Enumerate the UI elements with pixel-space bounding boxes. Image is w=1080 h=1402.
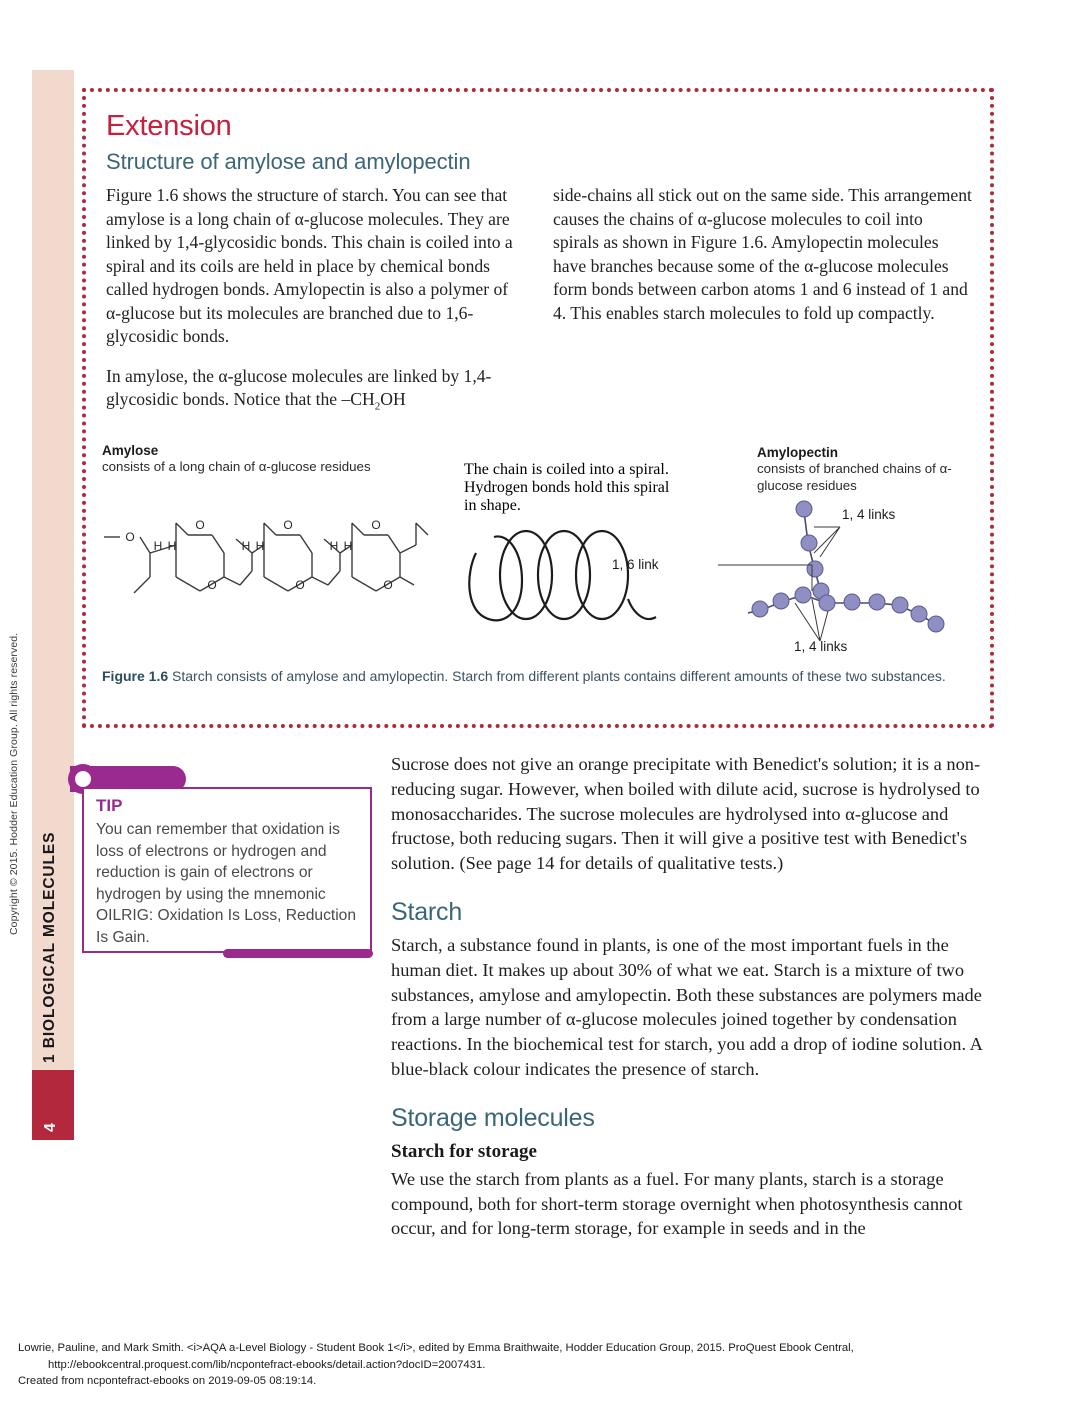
link-label-1-6: 1, 6 link (612, 557, 659, 572)
tip-heading: TIP (96, 796, 123, 815)
extension-subtitle: Structure of amylose and amylopectin (106, 149, 471, 174)
link-label-1-4-bottom: 1, 4 links (794, 639, 848, 654)
extension-paragraph (106, 365, 525, 420)
page-number-block (32, 1070, 74, 1140)
amylose-title: Amylose (102, 443, 159, 458)
citation-line-1: Lowrie, Pauline, and Mark Smith. <i>AQA a-Level Biology - Student Book 1</i>, edited by Emma Braithwaite, Hodder Education Group, 2015. ProQuest Ebook Central, (18, 1342, 854, 1354)
starch-for-storage-subheading: Starch for storage (391, 1140, 537, 1162)
link-label-1-4-top: 1, 4 links (842, 507, 896, 522)
citation-line-2: http://ebookcentral.proquest.com/lib/ncpontefract-ebooks/detail.action?docID=2007431. (48, 1358, 486, 1371)
atom-label-o: O (125, 530, 135, 544)
amylose-description: consists of a long chain of α-glucose residues (102, 459, 371, 474)
atom-label-h: H (329, 539, 339, 553)
amylopectin-branch-diagram (612, 491, 982, 654)
atom-label-o: O (371, 518, 381, 532)
starch-paragraph: Starch, a substance found in plants, is one of the most important fuels in the human diet. It makes up about 30% of what we eat. Starch is a mixture of two substances, amylose and amylopectin. Both these substances are polymers made from a large number of α-glucose molecules joined together by condensation reactions. In the biochemical test for starch, you add a drop of iodine solution. A blue-black colour indicates the presence of starch. (391, 934, 982, 1079)
atom-label-h: H (241, 539, 251, 553)
main-text-column (391, 752, 996, 1241)
atom-label-o: O (207, 578, 217, 592)
extension-right-column (553, 184, 972, 419)
tip-circle-hole-icon (75, 771, 91, 787)
extension-title: Extension (106, 110, 232, 142)
atom-label-o: O (195, 518, 205, 532)
atom-label-o: O (383, 578, 393, 592)
starch-heading: Starch (391, 897, 463, 926)
footer-citation (18, 1340, 1038, 1390)
extension-paragraph: Figure 1.6 shows the structure of starch. You can see that amylose is a long chain of α-glucose molecules. They are linked by 1,4-glycosidic bonds. This chain is coiled into a spiral and its coils are held in place by chemical bonds called hydrogen bonds. Amylopectin is also a polymer of α-glucose but its molecules are branched due to 1,6-glycosidic bonds. (106, 185, 513, 346)
storage-paragraph: We use the starch from plants as a fuel. For many plants, starch is a storage compound, both for short-term storage overnight when photosynthesis cannot occur, and for long-term storage, for example in seeds and in the (391, 1168, 963, 1239)
amylose-label-group (102, 443, 432, 476)
atom-label-h: H (255, 539, 265, 553)
tip-box (82, 787, 372, 953)
extension-columns (106, 184, 972, 419)
amylopectin-description: consists of branched chains of α-glucose residues (757, 461, 952, 493)
extension-paragraph: side-chains all stick out on the same side. This arrangement causes the chains of α-glucose molecules to coil into spirals as shown in Figure 1.6. Amylopectin molecules have branches because some of the α-glucose molecules form bonds between carbon atoms 1 and 6 instead of 1 and 4. This enables starch molecules to fold up compactly. (553, 185, 972, 323)
extension-left-column (106, 184, 525, 419)
tip-bottom-bar-decoration (223, 949, 373, 958)
spiral-description: The chain is coiled into a spiral. Hydrogen bonds hold this spiral in shape. (464, 461, 670, 514)
amylose-chain-diagram (100, 505, 430, 610)
extension-content (106, 110, 972, 419)
chapter-label: 1 BIOLOGICAL MOLECULES (41, 831, 58, 1063)
amylopectin-title: Amylopectin (757, 445, 839, 460)
atom-label-h: H (153, 539, 163, 553)
subscript-2: 2 (374, 400, 381, 413)
figure-caption-number: Figure 1.6 (102, 668, 169, 684)
atom-label-h: H (343, 539, 353, 553)
atom-label-o: O (283, 518, 293, 532)
amylopectin-label-group (757, 445, 972, 494)
extension-paragraph-tail: OH (380, 389, 406, 409)
citation-line-3: Created from ncpontefract-ebooks on 2019-09-05 08:19:14. (18, 1375, 317, 1387)
atom-label-o: O (295, 578, 305, 592)
copyright-notice: Copyright © 2015. Hodder Education Group. All rights reserved. (8, 632, 20, 935)
extension-paragraph-text: In amylose, the α-glucose molecules are linked by 1,4-glycosidic bonds. Notice that the –CH (106, 365, 492, 409)
storage-molecules-heading: Storage molecules (391, 1103, 595, 1132)
atom-label-h: H (167, 539, 177, 553)
page-number: 4 (42, 1123, 59, 1132)
sucrose-paragraph: Sucrose does not give an orange precipitate with Benedict's solution; it is a non-reducing sugar. However, when boiled with dilute acid, sucrose is hydrolysed to monosaccharides. The sucrose molecules are hydrolysed into α-glucose and fructose, both reducing sugars. Then it will give a positive test with Benedict's solution. (See page 14 for details of qualitative tests.) (391, 754, 981, 874)
figure-caption (102, 667, 974, 687)
figure-1-6 (102, 443, 982, 658)
figure-caption-text: Starch consists of amylose and amylopectin. Starch from different plants contains different amounts of these two substances. (168, 668, 946, 684)
tip-text: You can remember that oxidation is loss of electrons or hydrogen and reduction is gain of electrons or hydrogen by using the mnemonic OILRIG: Oxidation Is Loss, Reduction Is Gain. (96, 821, 357, 946)
